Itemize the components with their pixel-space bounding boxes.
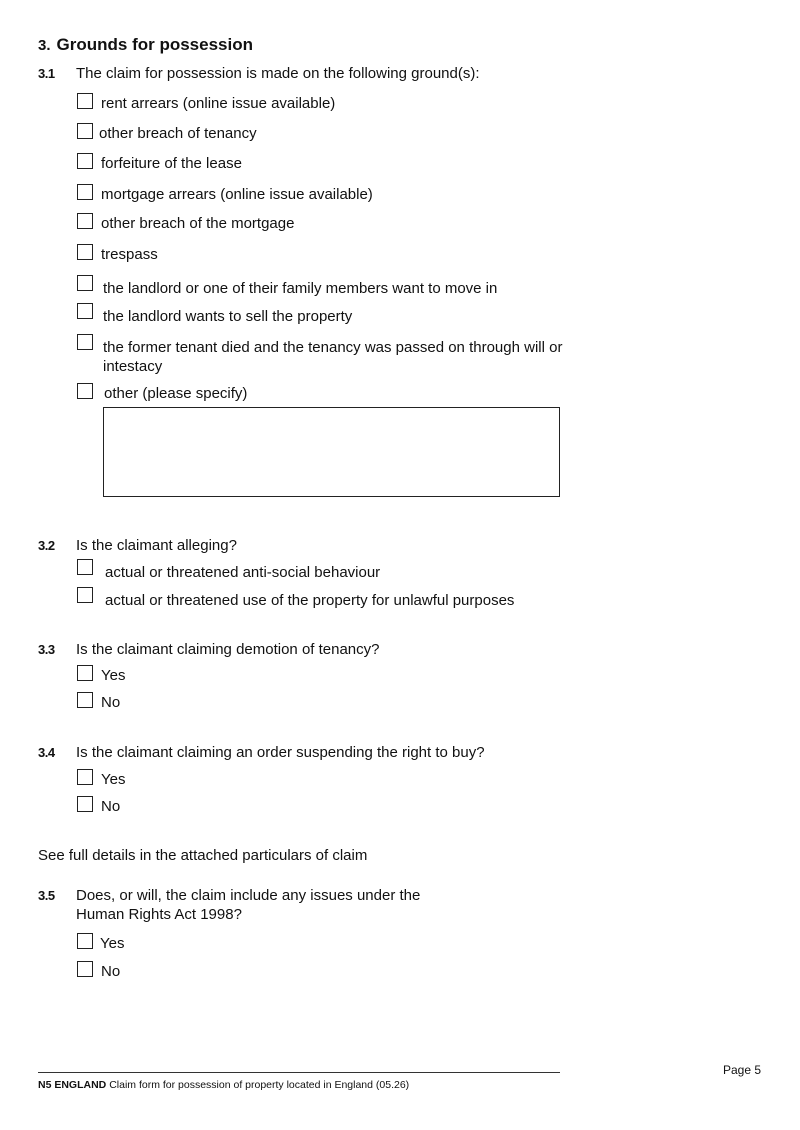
- question-text-3-4: Is the claimant claiming an order suspending the right to buy?: [76, 744, 485, 761]
- checkbox-other-specify[interactable]: [77, 383, 93, 399]
- checkbox-demotion-no[interactable]: [77, 692, 93, 708]
- option-label: the landlord or one of their family members want to move in: [103, 280, 498, 297]
- option-demotion-no[interactable]: [77, 692, 120, 712]
- form-code: N5 ENGLAND: [38, 1079, 107, 1091]
- page-number: Page 5: [723, 1063, 762, 1077]
- question-number-3-2: 3.2: [38, 538, 55, 553]
- section-title: [38, 35, 253, 55]
- checkbox-hra-yes[interactable]: [77, 933, 93, 949]
- option-landlord-sell[interactable]: [77, 303, 352, 326]
- option-anti-social[interactable]: [77, 559, 380, 582]
- option-hra-yes[interactable]: [77, 933, 124, 953]
- option-label: mortgage arrears (online issue available): [101, 186, 373, 203]
- option-label: No: [101, 963, 121, 980]
- option-label: trespass: [101, 246, 158, 263]
- question-number-3-1: 3.1: [38, 66, 55, 81]
- option-other-breach-mortgage[interactable]: [77, 213, 294, 233]
- other-specify-textbox[interactable]: [103, 407, 560, 497]
- checkbox-hra-no[interactable]: [77, 961, 93, 977]
- checkbox-mortgage-arrears[interactable]: [77, 184, 93, 200]
- option-label: No: [101, 694, 121, 711]
- question-text-3-1: The claim for possession is made on the following ground(s):: [76, 65, 480, 82]
- checkbox-unlawful-purposes[interactable]: [77, 587, 93, 603]
- option-rent-arrears[interactable]: [77, 93, 335, 113]
- option-label: other breach of tenancy: [99, 125, 257, 142]
- form-title: Claim form for possession of property located in England (05.26): [109, 1079, 410, 1091]
- option-label: Yes: [101, 667, 126, 684]
- option-label: actual or threatened use of the property for unlawful purposes: [105, 592, 515, 609]
- checkbox-other-breach-tenancy[interactable]: [77, 123, 93, 139]
- checkbox-landlord-sell[interactable]: [77, 303, 93, 319]
- option-landlord-move-in[interactable]: [77, 275, 497, 298]
- option-label: the former tenant died and the tenancy was passed on through will or intestacy: [103, 339, 563, 375]
- question-text-3-5: Does, or will, the claim include any issues under the Human Rights Act 1998?: [76, 887, 421, 923]
- option-label: rent arrears (online issue available): [101, 95, 336, 112]
- option-hra-no[interactable]: [77, 961, 120, 981]
- footer-text: [38, 1079, 409, 1091]
- option-label: No: [101, 798, 121, 815]
- checkbox-right-to-buy-yes[interactable]: [77, 769, 93, 785]
- checkbox-forfeiture[interactable]: [77, 153, 93, 169]
- checkbox-tenant-died[interactable]: [77, 334, 93, 350]
- option-label: other breach of the mortgage: [101, 215, 295, 232]
- option-other-specify[interactable]: [77, 383, 247, 403]
- option-trespass[interactable]: [77, 244, 158, 264]
- option-right-to-buy-no[interactable]: [77, 796, 120, 816]
- section-number: 3.: [38, 37, 51, 54]
- question-text-3-3: Is the claimant claiming demotion of tenancy?: [76, 641, 380, 658]
- option-label: other (please specify): [104, 385, 248, 402]
- checkbox-anti-social[interactable]: [77, 559, 93, 575]
- checkbox-trespass[interactable]: [77, 244, 93, 260]
- question-number-3-4: 3.4: [38, 745, 55, 760]
- option-demotion-yes[interactable]: [77, 665, 125, 685]
- option-label: Yes: [100, 935, 125, 952]
- option-other-breach-tenancy[interactable]: [77, 123, 257, 143]
- checkbox-demotion-yes[interactable]: [77, 665, 93, 681]
- option-label: the landlord wants to sell the property: [103, 308, 353, 325]
- option-tenant-died[interactable]: [77, 334, 563, 376]
- particulars-note: See full details in the attached particulars of claim: [38, 847, 368, 864]
- option-forfeiture[interactable]: [77, 153, 242, 173]
- checkbox-other-breach-mortgage[interactable]: [77, 213, 93, 229]
- footer-divider: [38, 1072, 560, 1073]
- option-label: forfeiture of the lease: [101, 155, 242, 172]
- checkbox-right-to-buy-no[interactable]: [77, 796, 93, 812]
- question-text-3-2: Is the claimant alleging?: [76, 537, 237, 554]
- question-number-3-5: 3.5: [38, 888, 55, 903]
- section-heading: Grounds for possession: [56, 35, 253, 54]
- option-label: actual or threatened anti-social behaviour: [105, 564, 381, 581]
- checkbox-landlord-move-in[interactable]: [77, 275, 93, 291]
- option-label: Yes: [101, 771, 126, 788]
- option-right-to-buy-yes[interactable]: [77, 769, 125, 789]
- question-number-3-3: 3.3: [38, 642, 55, 657]
- option-unlawful-purposes[interactable]: [77, 587, 514, 610]
- checkbox-rent-arrears[interactable]: [77, 93, 93, 109]
- option-mortgage-arrears[interactable]: [77, 184, 373, 204]
